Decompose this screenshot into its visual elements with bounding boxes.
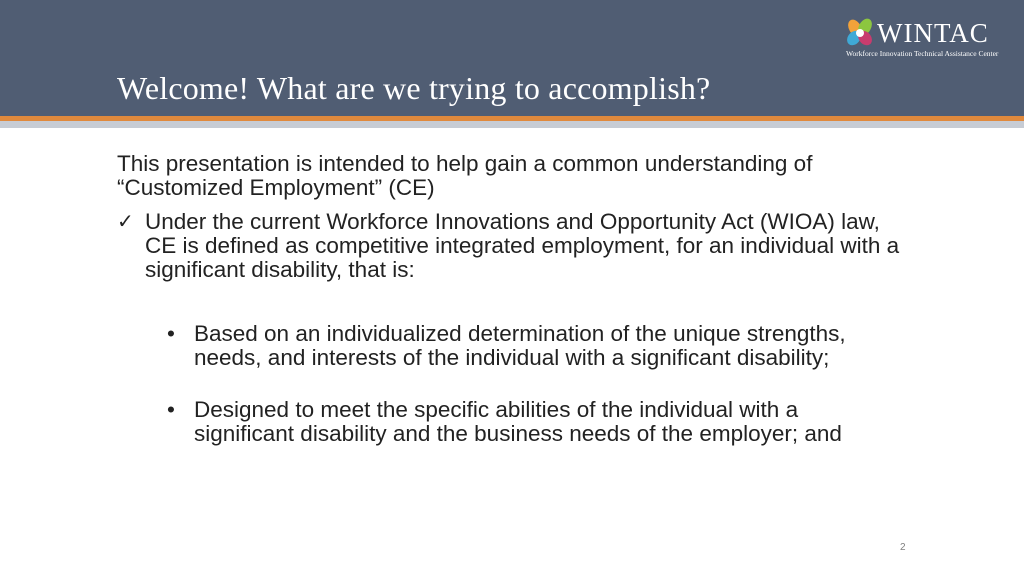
checkmark-icon: ✓ bbox=[117, 211, 134, 233]
bullet-item bbox=[167, 322, 894, 370]
logo-petals-icon bbox=[845, 18, 875, 48]
header-bar bbox=[0, 0, 1024, 116]
checklist-item bbox=[117, 210, 907, 282]
bullet-icon: • bbox=[167, 321, 175, 346]
slide-body bbox=[117, 152, 907, 474]
bullet-text: Based on an individualized determination of the unique strengths, needs, and interests of the individual with a significant disability; bbox=[194, 321, 846, 370]
intro-paragraph: This presentation is intended to help gain a common understanding of “Customized Employment” (CE) bbox=[117, 151, 813, 200]
wintac-logo bbox=[845, 18, 1015, 62]
divider-stripe bbox=[0, 121, 1024, 128]
bullet-item bbox=[167, 398, 894, 446]
logo-wordmark: WINTAC bbox=[877, 18, 989, 48]
checklist-item-text: Under the current Workforce Innovations and Opportunity Act (WIOA) law, CE is defined as competitive integrated employment, for an individual with a significant disability, that is: bbox=[145, 209, 900, 282]
bullet-text: Designed to meet the specific abilities of the individual with a significant disability and the business needs of the employer; and bbox=[194, 397, 842, 446]
bullet-icon: • bbox=[167, 397, 175, 422]
bullet-list bbox=[117, 322, 907, 446]
page-number: 2 bbox=[900, 542, 906, 553]
logo-subtitle: Workforce Innovation Technical Assistance Center bbox=[846, 49, 999, 58]
slide-title: Welcome! What are we trying to accomplish? bbox=[117, 70, 711, 106]
